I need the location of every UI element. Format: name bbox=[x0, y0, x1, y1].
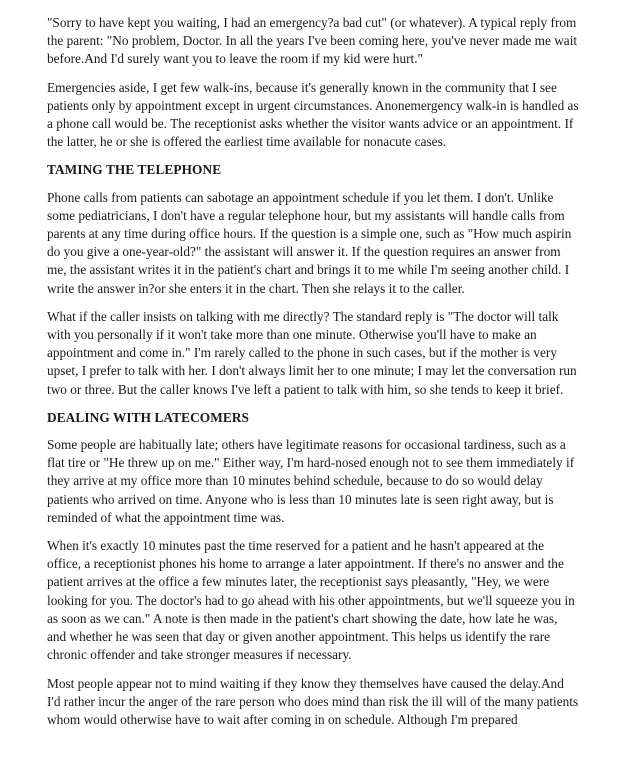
paragraph-caller-insists: What if the caller insists on talking with me directly? The standard reply is "The doctor will talk with you personally if it won't take more than one minute. Otherwise you'll have to make an appointment and come in." I'm rarely called to the phone in such cases, but if the mother is very upset, I prefer to talk with her. I don't always limit her to one minute; I may let the conversation run two or three. But the caller knows I've left a patient to talk with him, so she tends to keep it brief. bbox=[47, 308, 577, 397]
paragraph-ten-minutes-past: When it's exactly 10 minutes past the time reserved for a patient and he hasn't appeared at the office, a receptionist phones his home to arrange a later appointment. If there's no answer and the patient arrives at the office a few minutes later, the receptionist says pleasantly, "Hey, we were looking for you. The doctor's had to go ahead with his other appointments, but we'll squeeze you in as soon as we can." A note is then made in the patient's chart showing the date, how late he was, and whether he was seen that day or given another appointment. This helps us identify the rare chronic offender and take stronger measures if necessary. bbox=[47, 538, 575, 663]
heading-taming-the-telephone: TAMING THE TELEPHONE bbox=[47, 162, 222, 178]
paragraph-phone-calls: Phone calls from patients can sabotage an appointment schedule if you let them. I don't. Unlike some pediatricians, I don't have a regular telephone hour, but my assistants will handle calls from parents at any time during office hours. If the question is a simple one, such as "How much aspirin do you give a one-year-old?" the assistant will answer it. If the question requires an answer from me, the assistant writes it in the patient's chart and brings it to me while I'm seeing another child. I write the answer in?or she enters it in the chart. Then she relays it to the caller. bbox=[47, 189, 572, 296]
document-page bbox=[47, 14, 579, 739]
paragraph-waiting-delay: Most people appear not to mind waiting if they know they themselves have caused the delay.And I'd rather incur the anger of the rare person who does mind than risk the ill will of the many patients whom would otherwise have to wait after coming in on schedule. Although I'm prepared bbox=[47, 675, 579, 727]
heading-dealing-with-latecomers: DEALING WITH LATECOMERS bbox=[47, 409, 250, 425]
paragraph-habitually-late: Some people are habitually late; others have legitimate reasons for occasional tardiness, such as a flat tire or "He threw up on me." Either way, I'm hard-nosed enough not to see them immediately if they arrive at my office more than 10 minutes behind schedule, because to do so would delay patients who arrived on time. Anyone who is less than 10 minutes late is seen right away, but is reminded of what the appointment time was. bbox=[47, 437, 575, 525]
paragraph-walk-ins: Emergencies aside, I get few walk-ins, because it's generally known in the community that I see patients only by appointment except in urgent circumstances. Anonemergency walk-in is handled as a phone call would be. The receptionist asks whether the visitor wants advice or an appointment. If the latter, he or she is offered the earliest time available for nonacute cases. bbox=[47, 79, 579, 150]
paragraph-emergency-reply: "Sorry to have kept you waiting, I had an emergency?a bad cut" (or whatever). A typical reply from the parent: "No problem, Doctor. In all the years I've been coming here, you've never made me wait before.And I'd surely want you to leave the room if my kid were hurt." bbox=[47, 15, 578, 67]
